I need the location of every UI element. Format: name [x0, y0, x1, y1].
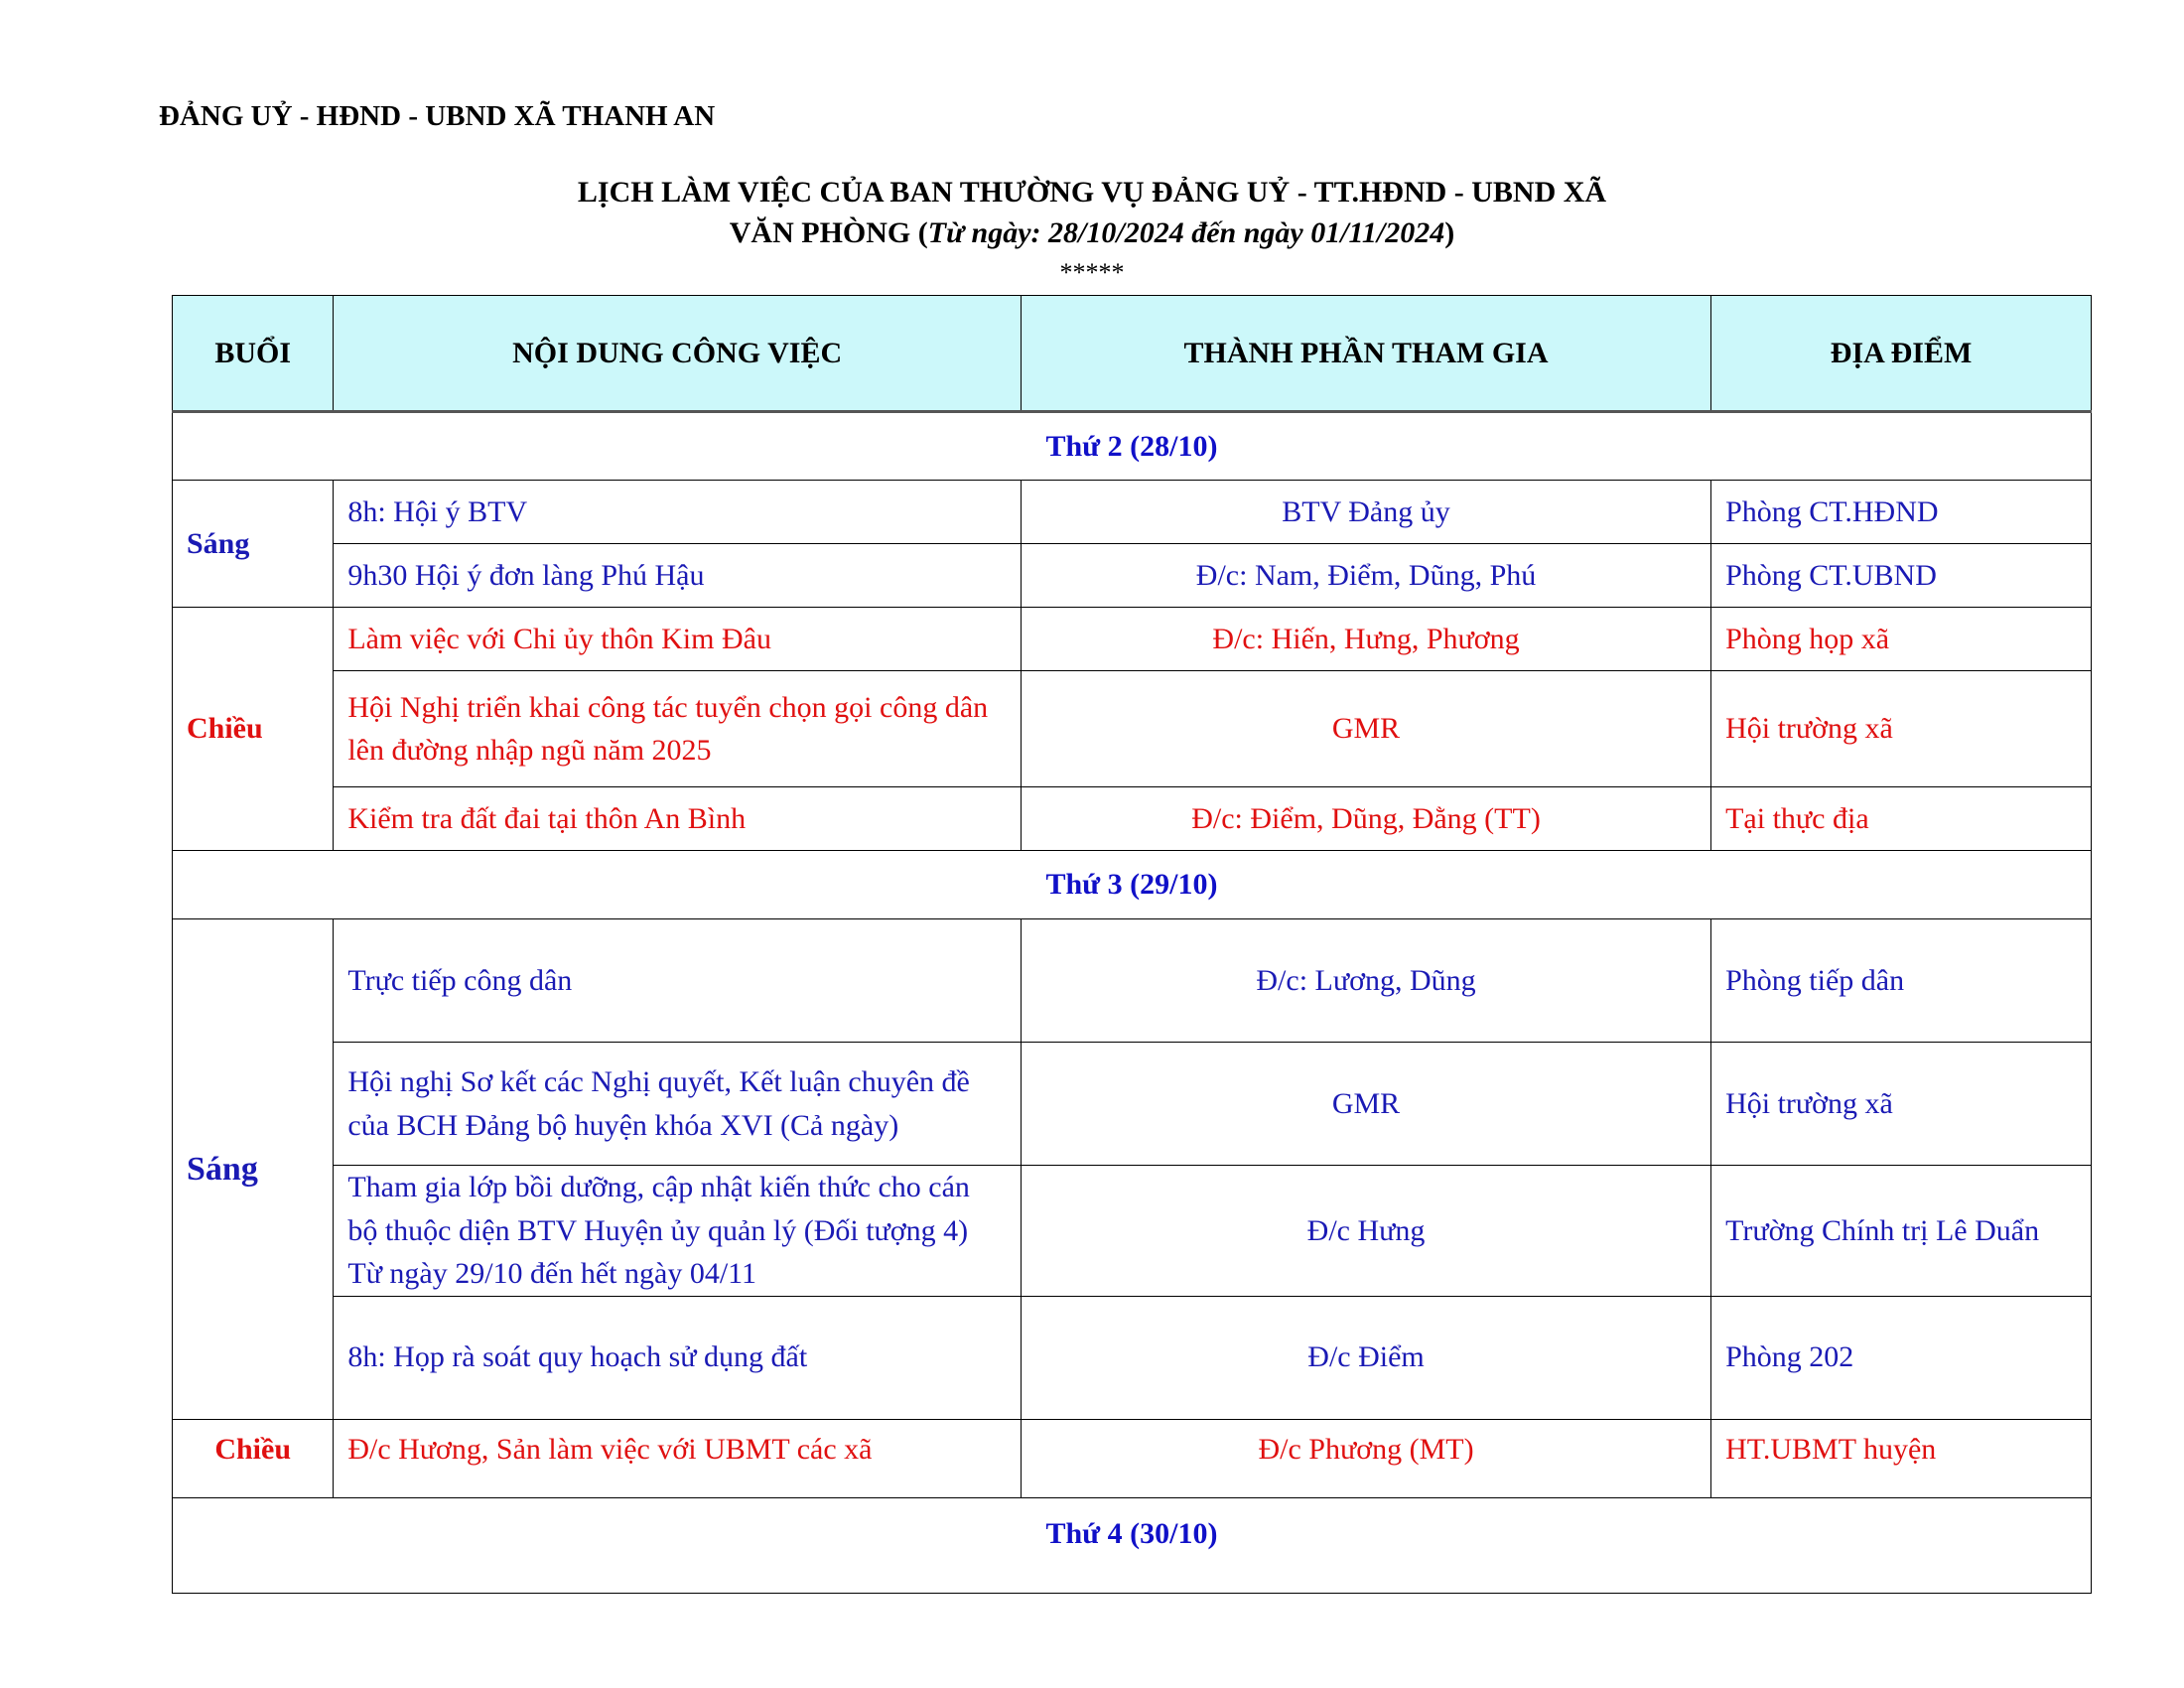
content-cell: Tham gia lớp bồi dưỡng, cập nhật kiến thức cho cán bộ thuộc diện BTV Huyện ủy quản lý (Đối tượng 4) Từ ngày 29/10 đến hết ngày 04/11: [334, 1166, 1022, 1297]
session-label: Sáng: [173, 919, 334, 1420]
table-row: [173, 1166, 2092, 1297]
content-cell: Đ/c Hương, Sản làm việc với UBMT các xã: [334, 1419, 1022, 1497]
participants-cell: GMR: [1021, 671, 1710, 787]
day-label: Thứ 2 (28/10): [173, 412, 2092, 481]
content-cell: Làm việc với Chi ủy thôn Kim Đâu: [334, 608, 1022, 671]
column-header-session: BUỔI: [173, 296, 334, 412]
day-row: [173, 412, 2092, 481]
schedule-title: LỊCH LÀM VIỆC CỦA BAN THƯỜNG VỤ ĐẢNG UỶ - TT.HĐND - UBND XÃ: [577, 176, 1607, 209]
column-header-participants: THÀNH PHẦN THAM GIA: [1021, 296, 1710, 412]
day-label: Thứ 3 (29/10): [173, 851, 2092, 919]
participants-cell: BTV Đảng ủy: [1021, 481, 1710, 544]
location-cell: Phòng CT.HĐND: [1711, 481, 2092, 544]
table-row: [173, 1296, 2092, 1419]
location-cell: Tại thực địa: [1711, 787, 2092, 851]
participants-cell: Đ/c Hưng: [1021, 1166, 1710, 1297]
content-cell: Hội Nghị triển khai công tác tuyển chọn gọi công dân lên đường nhập ngũ năm 2025: [334, 671, 1022, 787]
day-row: [173, 1497, 2092, 1593]
table-row: [173, 787, 2092, 851]
participants-cell: GMR: [1021, 1043, 1710, 1166]
column-header-location: ĐỊA ĐIỂM: [1711, 296, 2092, 412]
table-row: [173, 671, 2092, 787]
table-row: [173, 481, 2092, 544]
schedule-subtitle: [0, 216, 2184, 250]
schedule-table: [172, 295, 2092, 1594]
location-cell: Hội trường xã: [1711, 671, 2092, 787]
location-cell: Trường Chính trị Lê Duẩn: [1711, 1166, 2092, 1297]
content-cell: Trực tiếp công dân: [334, 919, 1022, 1043]
location-cell: HT.UBMT huyện: [1711, 1419, 2092, 1497]
session-label: Sáng: [173, 481, 334, 608]
content-cell: 9h30 Hội ý đơn làng Phú Hậu: [334, 544, 1022, 608]
participants-cell: Đ/c: Lương, Dũng: [1021, 919, 1710, 1043]
table-header-row: [173, 296, 2092, 412]
subtitle-suffix: ): [1444, 216, 1455, 249]
participants-cell: Đ/c: Nam, Điểm, Dũng, Phú: [1021, 544, 1710, 608]
location-cell: Phòng CT.UBND: [1711, 544, 2092, 608]
date-range: Từ ngày: 28/10/2024 đến ngày 01/11/2024: [927, 216, 1445, 249]
session-label: Chiều: [173, 608, 334, 851]
table-row: [173, 1419, 2092, 1497]
column-header-content: NỘI DUNG CÔNG VIỆC: [334, 296, 1022, 412]
location-cell: Phòng 202: [1711, 1296, 2092, 1419]
content-cell: 8h: Hội ý BTV: [334, 481, 1022, 544]
table-row: [173, 1043, 2092, 1166]
content-cell: Kiểm tra đất đai tại thôn An Bình: [334, 787, 1022, 851]
participants-cell: Đ/c: Hiến, Hưng, Phương: [1021, 608, 1710, 671]
day-row: [173, 851, 2092, 919]
table-row: [173, 919, 2092, 1043]
table-row: [173, 608, 2092, 671]
location-cell: Phòng tiếp dân: [1711, 919, 2092, 1043]
participants-cell: Đ/c: Điểm, Dũng, Đằng (TT): [1021, 787, 1710, 851]
content-cell: Hội nghị Sơ kết các Nghị quyết, Kết luận chuyên đề của BCH Đảng bộ huyện khóa XVI (Cả ngày): [334, 1043, 1022, 1166]
location-cell: Hội trường xã: [1711, 1043, 2092, 1166]
day-label: Thứ 4 (30/10): [173, 1497, 2092, 1593]
separator-stars: *****: [1059, 258, 1125, 287]
participants-cell: Đ/c Điểm: [1021, 1296, 1710, 1419]
subtitle-prefix: VĂN PHÒNG (: [729, 216, 928, 249]
content-cell: 8h: Họp rà soát quy hoạch sử dụng đất: [334, 1296, 1022, 1419]
participants-cell: Đ/c Phương (MT): [1021, 1419, 1710, 1497]
organization-name: ĐẢNG UỶ - HĐND - UBND XÃ THANH AN: [159, 100, 716, 132]
table-row: [173, 544, 2092, 608]
location-cell: Phòng họp xã: [1711, 608, 2092, 671]
session-label: Chiều: [173, 1419, 334, 1497]
